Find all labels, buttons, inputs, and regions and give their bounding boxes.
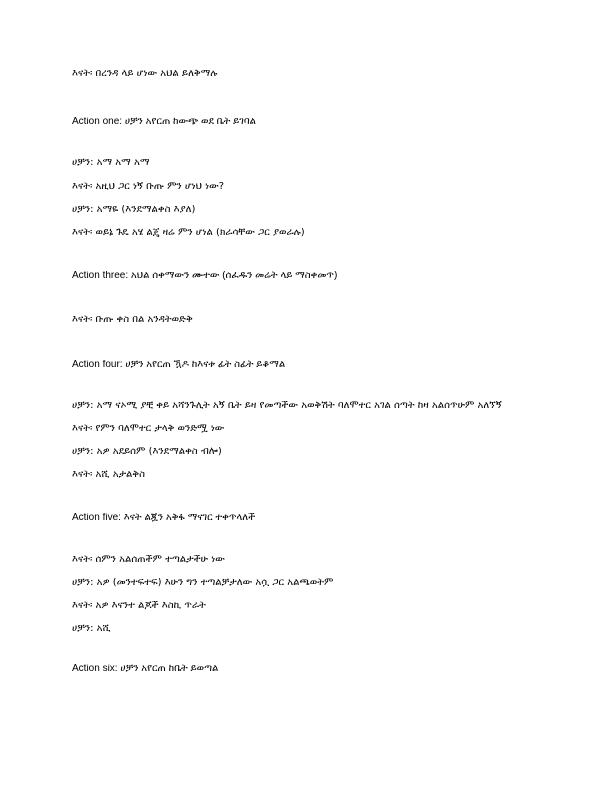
narration-line: እናት፡ በረንዳ ላይ ሆነው አህል ይለቅማሉ (72, 69, 218, 79)
dialogue-line: እናት፡ ወይኔ ጉዴ አሄ ልጄ ዛሬ ምን ሆነል (ክራሳቸው ጋር ያወራሉ) (72, 228, 305, 238)
dialogue-line: ሀቻን: አማ ናኦሚ ያቺ ቀይ አሻንጉሊት አኝ ቤት ይዛ የመጣችው አወቅሽት ባለሞተር አገል ሰጣት ከዛ አልሰጥሁም አለኘኝ (72, 401, 502, 411)
dialogue-line: እናት፡ ቡጡ ቀስ በል አንዳትወድቅ (72, 315, 193, 325)
dialogue-line: ሀቻን: አማዬ (እንደማልቀስ እያለ) (72, 205, 196, 215)
dialogue-line: ሀቻን: አዎ (መንተፍተፍ) እሁን ግን ተጣልቻታለው አሷ ጋር አልጫወትም (72, 578, 334, 588)
dialogue-line: ሀቻን: አሺ (72, 624, 111, 634)
dialogue-line: እናት፡ የምን ባለሞተር ታላቅ ወንድሟ ነው (72, 424, 225, 434)
dialogue-line: ሀቻን: አዎ አደይሰም (እንደማልቀስ ብሎ) (72, 447, 222, 457)
action-heading: Action four: ሀቻን አየርጠ ዃዶ ከእናቱ ፊት ስፊት ይቆማል (72, 360, 286, 370)
dialogue-line: ሀቻን: አማ አማ አማ (72, 158, 150, 168)
action-heading: Action one: ሀቻን አየርጠ ከውጭ ወደ ቤት ይገባል (72, 117, 256, 127)
dialogue-line: እናት፡ አዚህ ጋር ነኝ ቡጡ ምን ሆነህ ነው? (72, 182, 225, 192)
dialogue-line: እናት፡ አሺ አታልቅስ (72, 470, 145, 480)
action-heading: Action three: አህል ሰቀማውን ሙተው (ሰፈዱን መሬት ላይ ማስቀመጥ) (72, 271, 338, 281)
dialogue-line: እናት፡ ሰምን አልሰጠችም ተጣልታችሁ ነው (72, 555, 225, 565)
action-heading: Action five: እናት ልጇን አቅፋ ማናገር ተቀጥላለች (72, 513, 256, 523)
dialogue-line: እናት፡ አዎ እናንተ ልጆች እስኪ ጥራት (72, 601, 206, 611)
action-heading: Action six: ሀቻን አየርጠ ከቤት ይወጣል (72, 664, 219, 674)
